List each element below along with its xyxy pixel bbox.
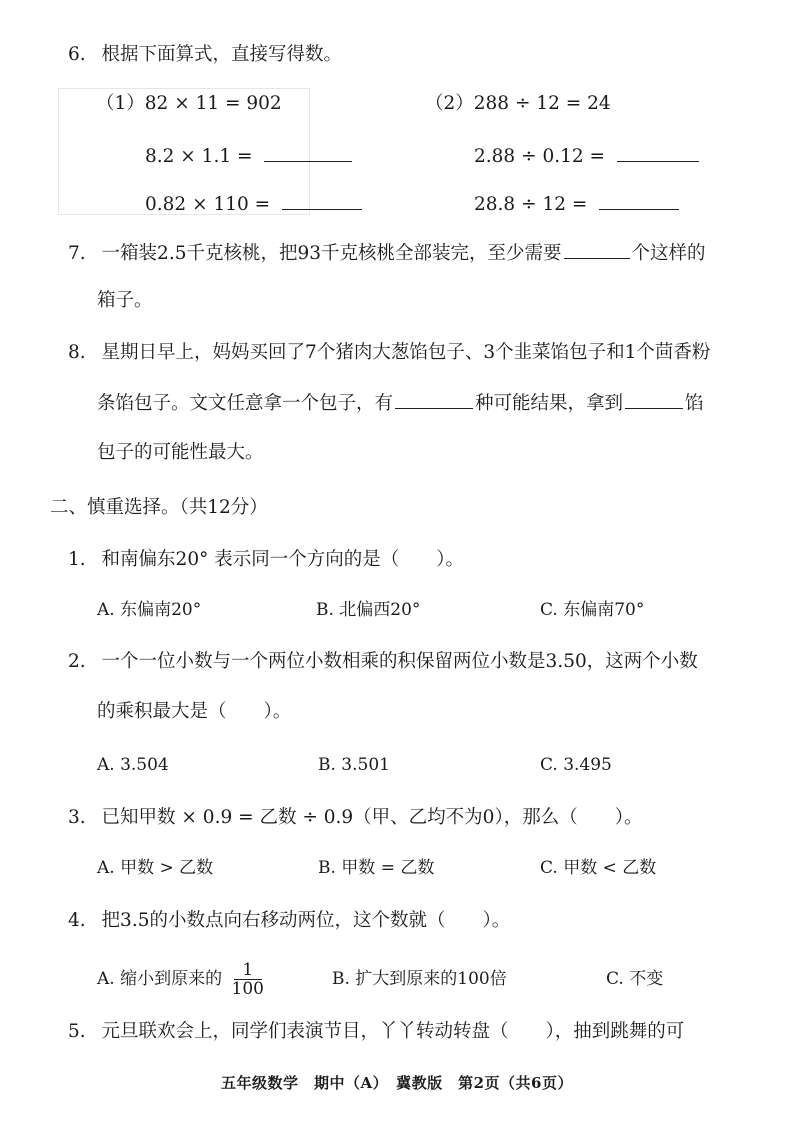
c2-line1 (68, 650, 698, 674)
q6-right-expr2: 28.8 ÷ 12 = (474, 194, 588, 215)
c2-option-b[interactable]: B. 3.501 (318, 755, 390, 775)
q6-text: 根据下面算式，直接写得数。 (101, 44, 343, 65)
q6-right-line1 (474, 143, 699, 169)
c3-number: 3. (68, 807, 86, 828)
c4-option-b[interactable]: B. 扩大到原来的100倍 (332, 969, 507, 989)
q8-line1 (68, 341, 710, 365)
q6-left-expr1: 8.2 × 1.1 = (145, 146, 253, 167)
q6-left-given: （1）82 × 11 = 902 (96, 93, 282, 114)
q6-left-line1 (145, 143, 352, 169)
c4-number: 4. (68, 910, 86, 931)
q6-right-expr1: 2.88 ÷ 0.12 = (474, 146, 606, 167)
c3-option-c[interactable]: C. 甲数 < 乙数 (540, 858, 657, 878)
c2-line2: 的乘积最大是（ ）。 (97, 701, 292, 722)
c5-question (68, 1020, 684, 1044)
c3-text: 已知甲数 × 0.9 = 乙数 ÷ 0.9（甲、乙均不为0），那么（ ）。 (101, 807, 643, 828)
fraction-denominator: 100 (231, 979, 264, 999)
c5-text: 元旦联欢会上，同学们表演节目，丫丫转动转盘（ ），抽到跳舞的可 (101, 1021, 685, 1042)
fraction-one-hundredth (230, 961, 266, 998)
q7-text-a: 一箱装2.5千克核桃，把93千克核桃全部装完，至少需要 (101, 243, 562, 264)
q8-number: 8. (68, 342, 86, 363)
q8-line3: 包子的可能性最大。 (97, 442, 264, 463)
c4-option-a[interactable] (97, 958, 266, 1000)
fraction-numerator: 1 (242, 960, 254, 980)
c1-option-c[interactable]: C. 东偏南70° (540, 600, 645, 620)
c3-question (68, 806, 642, 830)
q7-text-b: 个这样的 (631, 243, 706, 264)
c1-text: 和南偏东20° 表示同一个方向的是（ ）。 (101, 549, 464, 570)
c4-option-c[interactable]: C. 不变 (606, 969, 664, 989)
c1-question (68, 548, 464, 572)
answer-blank-6-1[interactable] (264, 143, 352, 162)
c4-text: 把3.5的小数点向右移动两位，这个数就（ ）。 (101, 910, 511, 931)
q8-text-1: 星期日早上，妈妈买回了7个猪肉大葱馅包子、3个韭菜馅包子和1个茴香粉 (101, 342, 711, 363)
c1-number: 1. (68, 549, 86, 570)
answer-blank-8-1[interactable] (395, 390, 473, 409)
q8-text-2c: 馅 (685, 393, 704, 414)
answer-blank-6-2[interactable] (617, 143, 699, 162)
q8-text-2a: 条馅包子。文文任意拿一个包子，有 (97, 393, 394, 414)
c1-option-a[interactable]: A. 东偏南20° (97, 600, 202, 620)
c4-question (68, 909, 510, 933)
q6-left-expr2: 0.82 × 110 = (145, 194, 271, 215)
c4-option-a-text: A. 缩小到原来的 (97, 969, 223, 989)
q6-left-line2 (145, 191, 362, 217)
answer-blank-7[interactable] (564, 240, 630, 259)
q6-right-given: （2）288 ÷ 12 = 24 (425, 93, 611, 114)
section-2-heading: 二、慎重选择。（共12分） (50, 497, 268, 518)
q7-number: 7. (68, 243, 86, 264)
c3-option-a[interactable]: A. 甲数 > 乙数 (97, 858, 214, 878)
q6-number: 6. (68, 44, 86, 65)
q7-line2: 箱子。 (97, 290, 153, 311)
c2-number: 2. (68, 651, 86, 672)
answer-blank-6-3[interactable] (282, 191, 362, 210)
q7-line1 (68, 240, 706, 266)
answer-blank-8-2[interactable] (625, 390, 683, 409)
q6-prompt (68, 43, 342, 67)
q6-right-line2 (474, 191, 679, 217)
c5-number: 5. (68, 1021, 86, 1042)
c3-option-b[interactable]: B. 甲数 = 乙数 (318, 858, 435, 878)
q8-line2 (97, 390, 704, 416)
answer-blank-6-4[interactable] (599, 191, 679, 210)
c1-option-b[interactable]: B. 北偏西20° (316, 600, 421, 620)
c2-option-a[interactable]: A. 3.504 (97, 755, 169, 775)
c2-text-1: 一个一位小数与一个两位小数相乘的积保留两位小数是3.50，这两个小数 (101, 651, 698, 672)
page-footer: 五年级数学 期中（A） 冀教版 第2页（共6页） (220, 1074, 573, 1092)
c2-option-c[interactable]: C. 3.495 (540, 755, 612, 775)
q8-text-2b: 种可能结果，拿到 (475, 393, 624, 414)
